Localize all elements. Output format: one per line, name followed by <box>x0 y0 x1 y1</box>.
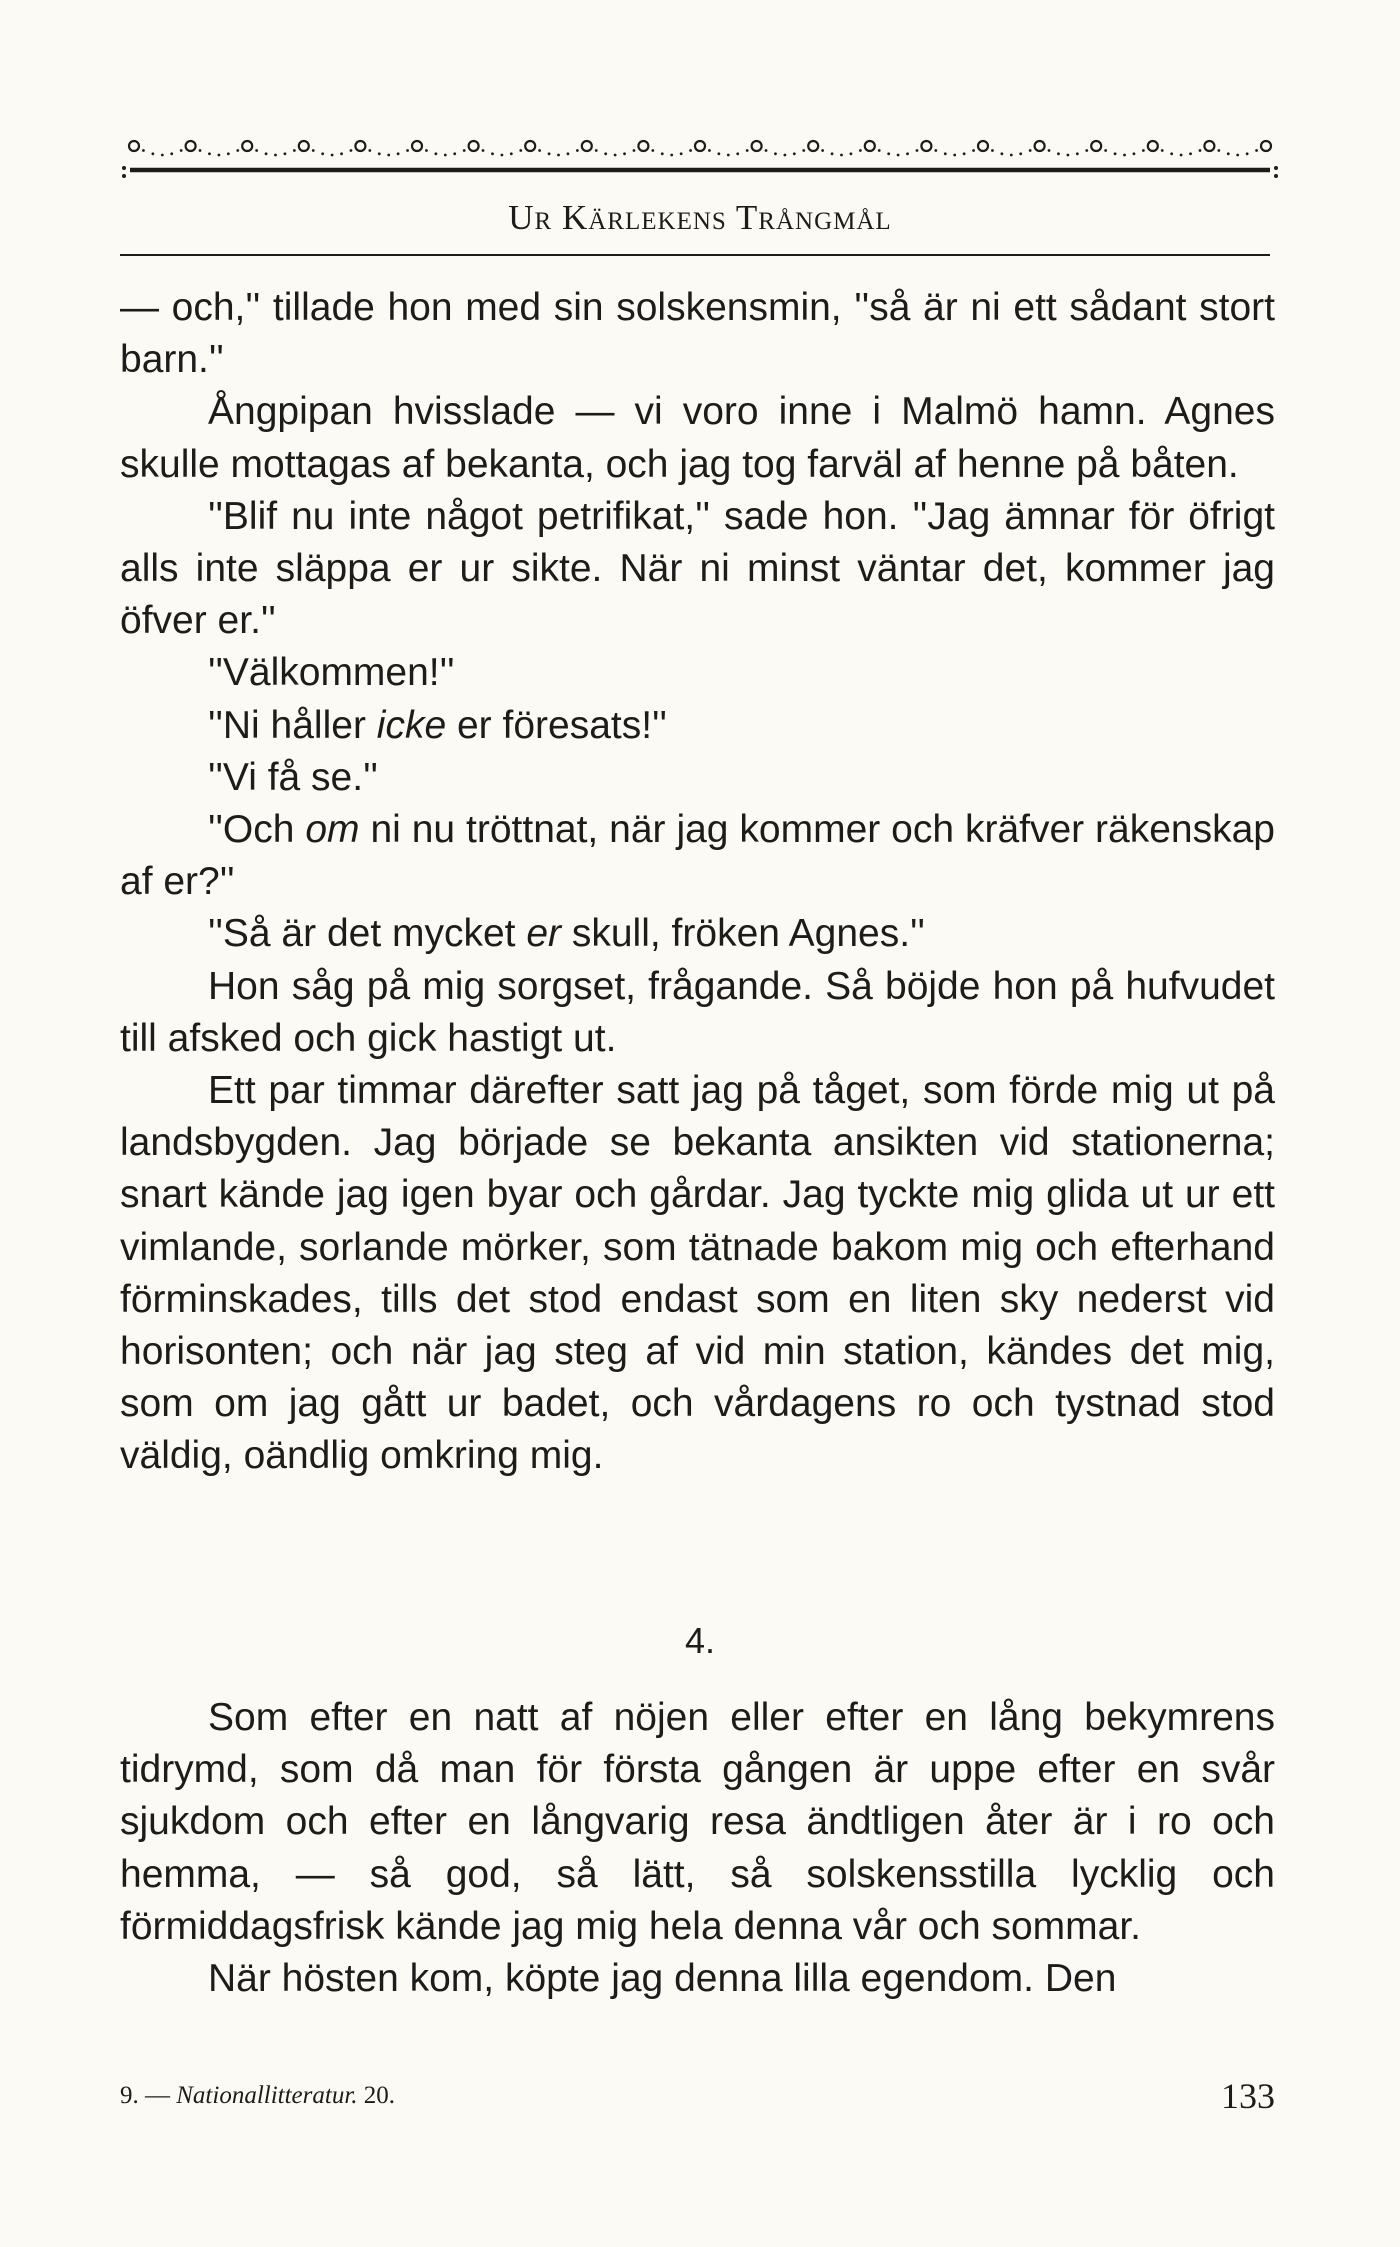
text-run: ni nu tröttnat, när jag kommer och kräfver räkenskap af er?'' <box>120 808 1275 904</box>
ornament-dot <box>397 152 400 155</box>
ornament-dot <box>255 149 258 152</box>
ornament-ring <box>638 141 648 151</box>
paragraph: ''Vi få se.'' <box>208 755 378 799</box>
ornament-dot <box>274 154 277 157</box>
ornament-dot <box>793 152 796 155</box>
section-number: 4. <box>684 1620 716 1661</box>
ornament-dot <box>576 149 579 152</box>
paragraph: När hösten kom, köpte jag denna lilla egendom. Den <box>208 1957 1117 2001</box>
ornament-ring <box>1035 141 1045 151</box>
text-run: ''Och <box>208 808 306 852</box>
ornament-dot <box>736 152 739 155</box>
ornament-ring <box>1091 141 1101 151</box>
ornament-dot <box>227 152 230 155</box>
ornament-dot <box>312 149 315 152</box>
ornament-dot <box>1227 152 1230 155</box>
ornament-dot <box>1170 152 1173 155</box>
italic-word: om <box>305 808 360 852</box>
text-run: er föresats!'' <box>446 703 667 747</box>
body-text <box>120 282 1275 1483</box>
ornament-dot <box>368 149 371 152</box>
ornament-dot <box>746 149 749 152</box>
ornament-dot <box>538 149 541 152</box>
ornament-dot <box>557 154 560 157</box>
paragraph: — och,'' tillade hon med sin solskensmin, ''så är ni ett sådant stort barn.'' <box>120 286 1275 382</box>
ornament-dot <box>897 154 900 157</box>
ornament-dot <box>831 152 834 155</box>
ornament-dot <box>633 149 636 152</box>
ornament-ring <box>242 141 252 151</box>
ornament-dot <box>491 152 494 155</box>
ornament-dot <box>953 154 956 157</box>
ornament-ring <box>582 141 592 151</box>
ornament-dot <box>567 152 570 155</box>
ornament-dot <box>821 149 824 152</box>
ornament-dot <box>519 149 522 152</box>
ornament-dot <box>850 152 853 155</box>
ornament-ring <box>865 141 875 151</box>
ornament-dot <box>859 149 862 152</box>
ornament-dot <box>1255 149 1258 152</box>
ornament-dot <box>878 149 881 152</box>
ornament-dot <box>548 152 551 155</box>
ornament-ring <box>525 141 535 151</box>
ornament-dot <box>331 154 334 157</box>
ornament-dot <box>321 152 324 155</box>
ornament-dot <box>604 152 607 155</box>
ornament-dot <box>340 152 343 155</box>
ornament-dot <box>170 152 173 155</box>
ornament-ring <box>355 141 365 151</box>
ornament-dot <box>199 149 202 152</box>
ornament-dot <box>1029 149 1032 152</box>
ornament-dot <box>1067 154 1070 157</box>
signature-suffix: 20. <box>357 2082 396 2109</box>
decorative-border-ornament <box>120 128 1280 180</box>
ornament-dot <box>208 152 211 155</box>
section-text <box>120 1692 1275 2005</box>
ornament-dot <box>1161 149 1164 152</box>
ornament-dot <box>425 149 428 152</box>
ornament-dot <box>142 149 145 152</box>
ornament-dot <box>906 152 909 155</box>
ornament-dot <box>727 154 730 157</box>
ornament-dot <box>991 149 994 152</box>
ornament-ring <box>978 141 988 151</box>
ornament-ring <box>129 141 139 151</box>
ornament-dot <box>717 152 720 155</box>
ornament-ring <box>1148 141 1158 151</box>
ornament-dot <box>218 154 221 157</box>
ornament-dot <box>1123 154 1126 157</box>
ornament-dot <box>151 152 154 155</box>
ornament-dot <box>387 154 390 157</box>
ornament-dot <box>651 149 654 152</box>
signature-series: Nationallitteratur. <box>176 2082 358 2109</box>
ornament-dot <box>444 154 447 157</box>
ornament-dot <box>1000 152 1003 155</box>
ornament-dot <box>1048 149 1051 152</box>
ornament-dot <box>463 149 466 152</box>
ornament-dot <box>840 154 843 157</box>
ornament-dot <box>614 154 617 157</box>
text-run: ''Ni håller <box>208 703 377 747</box>
ornament-ring <box>752 141 762 151</box>
ornament-dot <box>916 149 919 152</box>
ornament-ring <box>299 141 309 151</box>
ornament-dot <box>1133 152 1136 155</box>
ornament-dot <box>689 149 692 152</box>
ornament-dot <box>1199 149 1202 152</box>
ornament-dot <box>406 149 409 152</box>
ornament-dot <box>708 149 711 152</box>
ornament-dot <box>1085 149 1088 152</box>
ornament-dot <box>1010 154 1013 157</box>
ornament-ring <box>469 141 479 151</box>
ornament-ring <box>808 141 818 151</box>
ornament-dot <box>180 149 183 152</box>
ornament-dot <box>784 154 787 157</box>
text-run: skull, fröken Agnes.'' <box>561 912 925 956</box>
page-number: 133 <box>1221 2076 1275 2116</box>
ornament-ring <box>921 141 931 151</box>
ornament-dot <box>453 152 456 155</box>
ornament-ring <box>1261 141 1271 151</box>
ornament-dot <box>284 152 287 155</box>
footer-signature <box>120 2082 395 2110</box>
ornament-ring <box>1204 141 1214 151</box>
ornament-dot <box>774 152 777 155</box>
ornament-dot <box>482 149 485 152</box>
italic-word: icke <box>376 703 447 747</box>
paragraph: ''Blif nu inte något petrifikat,'' sade hon. ''Jag ämnar för öfrigt alls inte släppa er ur sikte. När ni minst väntar det, kommer jag öfver er.'' <box>120 494 1275 643</box>
ornament-dot <box>680 152 683 155</box>
ornament-dot <box>972 149 975 152</box>
paragraph <box>120 804 1275 908</box>
ornament-dot <box>802 149 805 152</box>
signature-prefix: 9. — <box>120 2082 177 2109</box>
italic-word: er <box>526 912 562 956</box>
ornament-dot <box>670 154 673 157</box>
ornament-ring <box>695 141 705 151</box>
ornament-dot <box>661 152 664 155</box>
paragraph: Som efter en natt af nöjen eller efter en lång bekymrens tidrymd, som då man för första gången är uppe efter en svår sjukdom och efter en långvarig resa ändtligen åter är i ro och hemma, — så god, så lätt, så solskensstilla lycklig och förmiddagsfrisk kände jag mig hela denna vår och sommar. <box>120 1696 1275 1948</box>
ornament-dot <box>161 154 164 157</box>
ornament-dot <box>1057 152 1060 155</box>
paragraph: Ångpipan hvisslade — vi voro inne i Malmö hamn. Agnes skulle mottagas af bekanta, och jag tog farväl af henne på båten. <box>120 390 1275 486</box>
ornament-dot <box>501 154 504 157</box>
ornament-dot <box>1180 154 1183 157</box>
ornament-dot <box>1189 152 1192 155</box>
ornament-dot <box>1114 152 1117 155</box>
text-run: ''Så är det mycket <box>208 912 527 956</box>
ornament-dot <box>1236 154 1239 157</box>
ornament-dot <box>1019 152 1022 155</box>
ornament-dot <box>1246 152 1249 155</box>
ornament-dot <box>887 152 890 155</box>
ornament-dot <box>510 152 513 155</box>
ornament-dot <box>963 152 966 155</box>
paragraph: Hon såg på mig sorgset, frågande. Så böjde hon på hufvudet till afsked och gick hastigt ut. <box>120 964 1275 1060</box>
running-header-title: Ur Kärlekens Trångmål <box>508 198 892 237</box>
ornament-dot <box>944 152 947 155</box>
ornament-dot <box>1076 152 1079 155</box>
ornament-ring <box>186 141 196 151</box>
ornament-dot <box>1104 149 1107 152</box>
ornament-dot <box>350 149 353 152</box>
ornament-dot <box>1217 149 1220 152</box>
ornament-dot <box>623 152 626 155</box>
paragraph <box>120 908 1275 960</box>
ornament-dot <box>236 149 239 152</box>
ornament-dot <box>934 149 937 152</box>
ornament-dot <box>378 152 381 155</box>
ornament-dot <box>765 149 768 152</box>
ornament-dot <box>293 149 296 152</box>
ornament-dot <box>595 149 598 152</box>
header-rule <box>120 254 1270 256</box>
paragraph <box>120 700 1275 752</box>
paragraph: Ett par timmar därefter satt jag på tåget, som förde mig ut på landsbygden. Jag började se bekanta ansikten vid stationerna; snart kände jag igen byar och gårdar. Jag tyckte mig glida ut ur ett vimlande, sorlande mörker, som tätnade bakom mig och efterhand förminskades, tills det stod endast som en liten sky nederst vid horisonten; och när jag steg af vid min station, kändes det mig, som om jag gått ur badet, och vårdagens ro och tystnad stod väldig, oändlig omkring mig. <box>120 1069 1275 1478</box>
ornament-dot <box>1142 149 1145 152</box>
ornament-ring <box>412 141 422 151</box>
paragraph: ''Välkommen!'' <box>208 651 455 695</box>
ornament-dot <box>265 152 268 155</box>
ornament-dot <box>434 152 437 155</box>
